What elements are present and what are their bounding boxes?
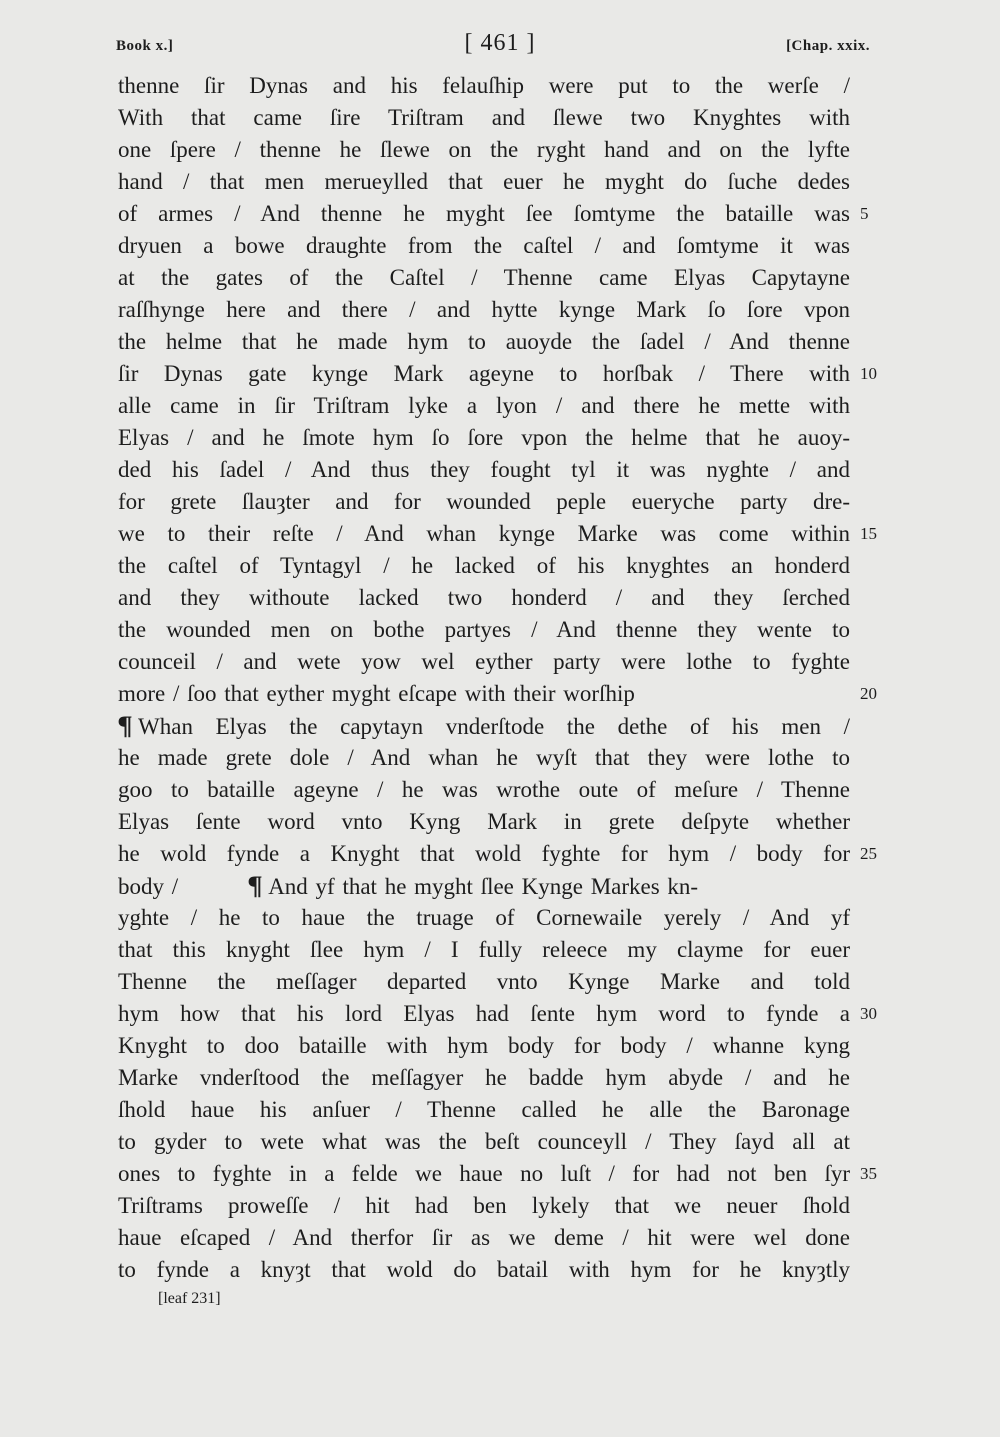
line-content: alle came in ſir Triſtram lyke a lyon / and there he mette with (118, 393, 850, 418)
line-content: the wounded men on bothe partyes / And thenne they wente to (118, 617, 850, 642)
line-text (118, 1158, 850, 1190)
text-line (118, 1222, 850, 1254)
line-content: we to their reſte / And whan kynge Marke was come within (118, 521, 850, 546)
text-line (118, 742, 850, 774)
text-line (118, 230, 850, 262)
line-text (118, 294, 850, 326)
line-text (118, 1062, 850, 1094)
line-text (118, 998, 850, 1030)
line-content: Knyght to doo bataille with hym body for body / whanne kyng (118, 1033, 850, 1058)
line-content: Elyas ſente word vnto Kyng Mark in grete deſpyte whether (118, 809, 850, 834)
line-content: With that came ſire Triſtram and ſlewe two Knyghtes with (118, 105, 850, 130)
text-line (118, 934, 850, 966)
line-text (118, 646, 850, 678)
text-line (118, 774, 850, 806)
line-text (118, 454, 850, 486)
line-content: haue eſcaped / And therfor ſir as we deme / hit were wel done (118, 1225, 850, 1250)
line-content: the helme that he made hym to auoyde the ſadel / And thenne (118, 329, 850, 354)
line-text (118, 1030, 850, 1062)
line-text (118, 422, 850, 454)
book-label: Book x.] (116, 38, 174, 54)
text-line (118, 70, 850, 102)
leaf-footnote: [leaf 231] (158, 1290, 221, 1307)
text-line (118, 678, 877, 710)
text-line (118, 966, 850, 998)
line-content: and they withoute lacked two honderd / and they ſerched (118, 585, 850, 610)
line-content: to fynde a knyȝt that wold do batail with hym for he knyȝtly (118, 1257, 850, 1282)
line-content: hym how that his lord Elyas had ſente hym word to fynde a (118, 1001, 850, 1026)
line-text (118, 934, 850, 966)
line-content-continued: And yf that he myght ſlee Kynge Markes kn- (268, 874, 699, 899)
line-number: 5 (860, 204, 869, 223)
line-content: he wold fynde a Knyght that wold fyghte for hym / body for (118, 841, 850, 866)
line-content: ded his ſadel / And thus they fought tyl it was nyghte / and (118, 457, 850, 482)
text-line (118, 1062, 850, 1094)
text-line (118, 550, 850, 582)
line-text (118, 550, 850, 582)
text-line (118, 614, 850, 646)
text-line (118, 262, 850, 294)
text-line (118, 454, 850, 486)
text-line (118, 1190, 850, 1222)
line-content: goo to bataille ageyne / he was wrothe oute of meſure / Thenne (118, 777, 850, 802)
line-content: to gyder to wete what was the beſt counceyll / They ſayd all at (118, 1129, 850, 1154)
text-line (118, 422, 850, 454)
line-text (118, 806, 850, 838)
line-content: Thenne the meſſager departed vnto Kynge Marke and told (118, 969, 850, 994)
line-text (118, 742, 850, 774)
line-content: Elyas / and he ſmote hym ſo ſore vpon the helme that he auoy- (118, 425, 850, 450)
text-line (118, 1158, 877, 1190)
text-line (118, 390, 850, 422)
line-text (118, 582, 850, 614)
text-line (118, 1094, 850, 1126)
line-content: Marke vnderſtood the meſſagyer he badde hym abyde / and he (118, 1065, 850, 1090)
line-content: ones to fyghte in a felde we haue no luſt / for had not ben ſyr (118, 1161, 850, 1186)
line-text (118, 390, 850, 422)
text-line (118, 1030, 850, 1062)
line-number: 35 (860, 1164, 877, 1183)
line-number: 20 (860, 684, 877, 703)
text-line (118, 1254, 850, 1286)
page-number: [ 461 ] (464, 30, 536, 56)
line-content: the caſtel of Tyntagyl / he lacked of his knyghtes an honderd (118, 553, 850, 578)
text-line (118, 582, 850, 614)
line-content: for grete ſlauȝter and for wounded peple eueryche party dre- (118, 489, 850, 514)
line-text (118, 870, 850, 903)
line-text (118, 614, 850, 646)
line-text (118, 70, 850, 102)
text-line (118, 710, 850, 742)
line-content: of armes / And thenne he myght ſee ſomtyme the bataille was (118, 201, 850, 226)
line-content: Triſtrams proweſſe / hit had ben lykely that we neuer ſhold (118, 1193, 850, 1218)
line-text (118, 326, 850, 358)
text-line (118, 518, 877, 550)
text-line (118, 902, 850, 934)
line-number: 15 (860, 524, 877, 543)
line-text (118, 838, 850, 870)
pilcrow-mark: ¶ (247, 871, 263, 900)
text-line (118, 806, 850, 838)
line-content: counceil / and wete yow wel eyther party were lothe to fyghte (118, 649, 850, 674)
line-text (118, 518, 850, 550)
text-line (118, 838, 877, 870)
line-content: body / (118, 874, 179, 899)
line-text (118, 230, 850, 262)
line-content: he made grete dole / And whan he wyſt that they were lothe to (118, 745, 850, 770)
main-text (117, 70, 877, 1286)
line-content: dryuen a bowe draughte from the caſtel / and ſomtyme it was (118, 233, 850, 258)
line-text (118, 966, 850, 998)
text-line (118, 166, 850, 198)
line-text (118, 166, 850, 198)
line-content: that this knyght ſlee hym / I fully releece my clayme for euer (118, 937, 850, 962)
line-text (118, 710, 850, 743)
line-content: raſſhynge here and there / and hytte kynge Mark ſo ſore vpon (118, 297, 850, 322)
line-text (118, 1126, 850, 1158)
line-content: more / ſoo that eyther myght eſcape with their worſhip (118, 681, 635, 706)
line-number: 10 (860, 364, 877, 383)
line-number: 30 (860, 1004, 877, 1023)
text-line (118, 198, 869, 230)
line-text (118, 262, 850, 294)
text-line (118, 870, 850, 902)
text-line (118, 102, 850, 134)
line-text (118, 902, 850, 934)
text-line (118, 358, 877, 390)
text-line (118, 134, 850, 166)
line-text (118, 486, 850, 518)
line-text (118, 102, 850, 134)
line-text (118, 1222, 850, 1254)
line-text (118, 1190, 850, 1222)
line-content: Whan Elyas the capytayn vnderſtode the dethe of his men / (138, 714, 850, 739)
line-text (118, 774, 850, 806)
text-line (118, 326, 850, 358)
line-number: 25 (860, 844, 877, 863)
running-head (0, 30, 1000, 60)
line-text (118, 198, 850, 230)
line-content: ſir Dynas gate kynge Mark ageyne to horſbak / There with (118, 361, 850, 386)
text-line (118, 486, 850, 518)
text-line (118, 294, 850, 326)
line-text (118, 1094, 850, 1126)
line-content: thenne ſir Dynas and his felauſhip were put to the werſe / (118, 73, 850, 98)
line-content: at the gates of the Caſtel / Thenne came Elyas Capytayne (118, 265, 850, 290)
line-text (118, 358, 850, 390)
line-text (118, 678, 850, 710)
line-text (118, 1254, 850, 1286)
chapter-label: [Chap. xxix. (786, 38, 870, 54)
line-content: hand / that men merueylled that euer he myght do ſuche dedes (118, 169, 850, 194)
text-line (118, 646, 850, 678)
pilcrow-mark: ¶ (117, 711, 133, 740)
line-text (118, 134, 850, 166)
line-content: yghte / he to haue the truage of Cornewaile yerely / And yf (118, 905, 850, 930)
text-line (118, 1126, 850, 1158)
line-content: ſhold haue his anſuer / Thenne called he alle the Baronage (118, 1097, 850, 1122)
text-line (118, 998, 877, 1030)
line-content: one ſpere / thenne he ſlewe on the ryght hand and on the lyfte (118, 137, 850, 162)
